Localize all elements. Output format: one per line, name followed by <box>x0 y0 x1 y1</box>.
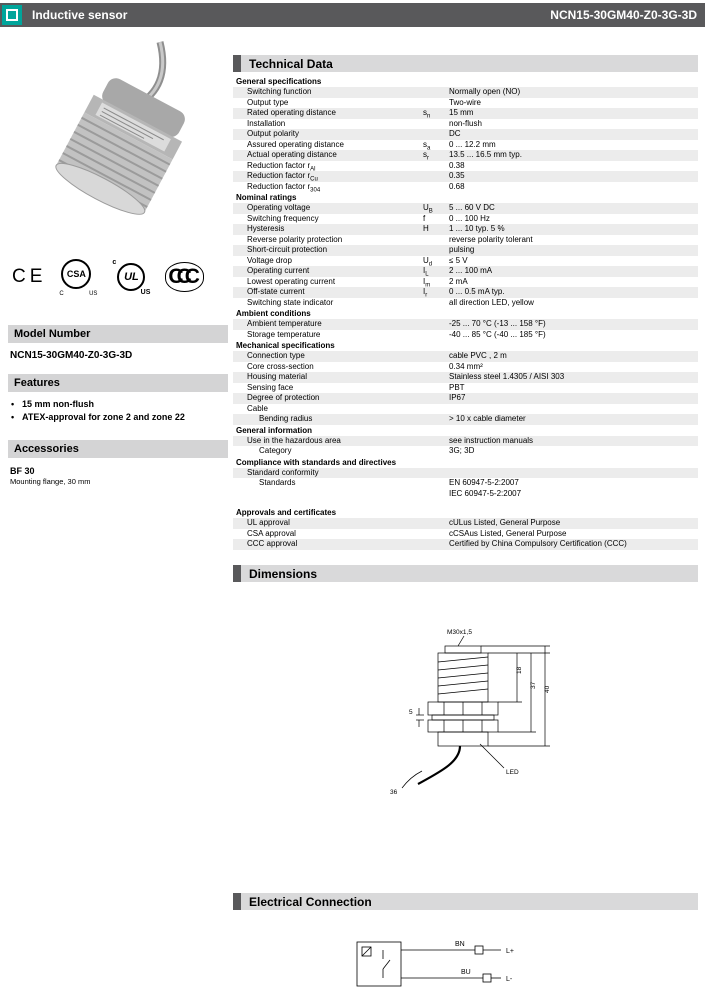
spec-row <box>233 518 698 529</box>
spec-label: Output type <box>247 97 289 107</box>
spec-value: Certified by China Compulsory Certification (CCC) <box>449 539 627 548</box>
spec-section-title: Nominal ratings <box>236 193 297 202</box>
spec-symbol <box>423 119 449 130</box>
spec-value: EN 60947-5-2:2007 IEC 60947-5-2:2007 <box>449 478 522 498</box>
dimensions-heading <box>233 565 698 582</box>
csa-us-text: US <box>89 291 98 297</box>
accessories-heading: Accessories <box>8 440 228 458</box>
sensor-photo-drawing <box>8 40 223 245</box>
spec-symbol <box>423 362 449 373</box>
spec-section <box>233 425 698 457</box>
spec-row <box>233 182 698 193</box>
spec-value: PBT <box>449 382 465 392</box>
spec-row <box>233 529 698 540</box>
spec-section <box>233 308 698 340</box>
spec-section-title: General information <box>236 425 313 435</box>
spec-label: Standards <box>259 478 296 487</box>
spec-symbol <box>423 478 449 499</box>
accessory-name: BF 30 <box>10 466 35 476</box>
spec-symbol <box>423 468 449 479</box>
spec-value: 5 ... 60 V DC <box>449 203 495 212</box>
spec-symbol <box>423 383 449 394</box>
spec-row <box>233 256 698 267</box>
spec-row <box>233 235 698 246</box>
technical-data-table <box>233 76 698 550</box>
spec-row <box>233 393 698 404</box>
spec-value: 13.5 ... 16.5 mm typ. <box>449 150 522 159</box>
spec-row <box>233 287 698 298</box>
terminal-lplus-label: L+ <box>506 948 514 955</box>
spec-value: 2 ... 100 mA <box>449 266 493 275</box>
dim-18-label: 18 <box>516 666 523 674</box>
spec-symbol: $U_B$ <box>423 203 433 215</box>
spec-row <box>233 298 698 309</box>
ul-circle <box>117 263 145 291</box>
ce-mark-icon: CE <box>12 266 47 287</box>
brand-logo-icon <box>2 5 22 25</box>
spec-label: Output polarity <box>247 129 300 138</box>
spec-label: UL approval <box>247 518 290 527</box>
spec-label: Connection type <box>247 351 305 360</box>
spec-symbol <box>423 87 449 98</box>
model-number-heading: Model Number <box>8 325 228 343</box>
spec-value <box>449 404 698 415</box>
electrical-connection-heading <box>233 893 698 910</box>
spec-value: 15 mm <box>449 108 474 117</box>
spec-symbol: $I_L$ <box>423 266 429 278</box>
spec-label: Actual operating distance <box>247 150 337 159</box>
spec-value: 1 ... 10 typ. 5 % <box>449 224 505 233</box>
spec-value: Two-wire <box>449 97 482 107</box>
spec-symbol <box>423 171 449 182</box>
spec-row <box>233 383 698 394</box>
spec-value: -25 ... 70 °C (-13 ... 158 °F) <box>449 319 546 328</box>
spec-symbol <box>423 446 449 457</box>
spec-symbol: H <box>423 224 429 233</box>
spec-value: pulsing <box>449 245 475 254</box>
spec-symbol <box>423 436 449 447</box>
spec-symbol <box>423 372 449 383</box>
spec-value: see instruction manuals <box>449 435 534 445</box>
spec-symbol: $U_d$ <box>423 255 433 268</box>
electrical-connection-heading-text: Electrical Connection <box>249 894 372 909</box>
spec-label: Operating current <box>247 266 310 275</box>
spec-section-title: Mechanical specifications <box>236 341 335 350</box>
spec-label: Housing material <box>247 372 308 381</box>
spec-section-title: General specifications <box>236 77 322 86</box>
spec-label: Off-state current <box>247 287 305 296</box>
dim-5-label: 5 <box>409 709 413 716</box>
spec-symbol <box>423 539 449 550</box>
spec-symbol <box>423 330 449 341</box>
spec-section-title: Ambient conditions <box>236 309 311 318</box>
spec-label: Lowest operating current <box>247 276 336 286</box>
spec-symbol <box>423 298 449 309</box>
spec-label: Hysteresis <box>247 224 285 233</box>
spec-symbol: $s_a$ <box>423 139 431 152</box>
csa-text: CSA <box>66 269 86 279</box>
spec-value: cCSAus Listed, General Purpose <box>449 528 567 538</box>
csa-c-text: C <box>59 291 64 297</box>
spec-value: 0.38 <box>449 160 465 170</box>
feature-item: • ATEX-approval for zone 2 and zone 22 <box>8 411 228 424</box>
spec-label: Operating voltage <box>247 203 311 212</box>
spec-value: DC <box>449 129 461 138</box>
product-image <box>8 40 223 245</box>
spec-value: 0.35 <box>449 171 465 180</box>
spec-symbol <box>423 245 449 256</box>
spec-symbol <box>423 319 449 330</box>
spec-value: cULus Listed, General Purpose <box>449 518 561 527</box>
product-category-title: Inductive sensor <box>32 8 128 22</box>
spec-value: all direction LED, yellow <box>449 297 534 307</box>
terminal-lminus-label: L- <box>506 976 513 983</box>
spec-label: Core cross-section <box>247 361 314 371</box>
spec-section <box>233 507 698 550</box>
csa-circle <box>61 259 91 289</box>
spec-value: ≤ 5 V <box>449 255 468 265</box>
spec-value: Normally open (NO) <box>449 87 521 96</box>
spec-symbol: $I_m$ <box>423 276 431 289</box>
spec-symbol <box>423 235 449 246</box>
spec-label: Reduction factor $r_{304}$ <box>247 181 321 194</box>
spec-label: Reduction factor $r_{Al}$ <box>247 160 316 173</box>
csa-mark-icon <box>61 259 97 295</box>
spec-label: Storage temperature <box>247 329 321 339</box>
spec-row <box>233 224 698 235</box>
ul-text: UL <box>124 271 139 283</box>
spec-label: Standard conformity <box>247 467 319 477</box>
spec-value: 0 ... 100 Hz <box>449 213 490 223</box>
spec-row <box>233 87 698 98</box>
spec-symbol <box>423 404 449 415</box>
spec-value: -40 ... 85 °C (-40 ... 185 °F) <box>449 329 546 339</box>
cul-us-mark-icon <box>112 259 150 295</box>
features-list <box>8 398 228 424</box>
spec-value: 0 ... 0.5 mA typ. <box>449 287 505 296</box>
spec-value: IP67 <box>449 393 466 402</box>
spec-symbol <box>423 129 449 140</box>
spec-row <box>233 468 698 479</box>
ccc-mark-icon: CCC <box>165 262 204 292</box>
spec-value: 2 mA <box>449 276 468 286</box>
spec-row <box>233 404 698 415</box>
header-part-number: NCN15-30GM40-Z0-3G-3D <box>550 8 697 22</box>
heading-accent-block <box>233 893 241 910</box>
spec-value: non-flush <box>449 118 482 128</box>
spec-label: Assured operating distance <box>247 139 344 149</box>
dimension-drawing <box>368 622 568 812</box>
spec-symbol <box>423 351 449 362</box>
spec-row <box>233 266 698 277</box>
ul-c-text: c <box>112 259 117 266</box>
spec-symbol <box>423 393 449 404</box>
spec-label: Ambient temperature <box>247 319 322 328</box>
brand-logo-inner <box>6 9 18 21</box>
model-number-value: NCN15-30GM40-Z0-3G-3D <box>10 350 133 361</box>
led-label: LED <box>506 769 519 776</box>
spec-symbol <box>423 161 449 172</box>
spec-row <box>233 446 698 457</box>
dimensions-heading-text: Dimensions <box>249 566 318 581</box>
spec-row <box>233 330 698 341</box>
spec-label: Voltage drop <box>247 255 292 265</box>
wire-bu-label: BU <box>461 969 471 976</box>
spec-symbol: $s_r$ <box>423 150 429 162</box>
spec-symbol: f <box>423 213 426 223</box>
spec-row <box>233 129 698 140</box>
spec-symbol <box>423 414 449 425</box>
technical-data-heading <box>233 55 698 72</box>
spec-section <box>233 457 698 500</box>
spec-row <box>233 108 698 119</box>
spec-label: CSA approval <box>247 528 296 538</box>
certification-marks <box>8 253 228 301</box>
spec-label: Switching frequency <box>247 213 319 223</box>
spec-row <box>233 245 698 256</box>
heading-accent-block <box>233 565 241 582</box>
spec-row <box>233 414 698 425</box>
spec-label: CCC approval <box>247 539 298 548</box>
spec-label: Category <box>259 446 292 455</box>
spec-value: 0.34 mm² <box>449 361 483 371</box>
dim-thread-label: M30x1,5 <box>447 629 472 636</box>
spec-row <box>233 351 698 362</box>
spec-row <box>233 119 698 130</box>
spec-row <box>233 214 698 225</box>
spec-label: Degree of protection <box>247 393 320 402</box>
spec-value: reverse polarity tolerant <box>449 234 533 244</box>
dim-37-label: 37 <box>530 681 537 689</box>
left-column <box>8 40 228 486</box>
spec-label: Reverse polarity protection <box>247 234 343 244</box>
spec-row <box>233 203 698 214</box>
spec-label: Reduction factor $r_{Cu}$ <box>247 171 318 183</box>
spec-symbol <box>423 98 449 109</box>
spec-value <box>449 468 698 479</box>
dim-40-label: 40 <box>544 685 551 693</box>
spec-row <box>233 140 698 151</box>
spec-row <box>233 372 698 383</box>
heading-accent-block <box>233 55 241 72</box>
spec-label: Short-circuit protection <box>247 245 328 254</box>
spec-section <box>233 192 698 308</box>
spec-row <box>233 319 698 330</box>
wire-bn-label: BN <box>455 941 465 948</box>
spec-value: 0 ... 12.2 mm <box>449 139 496 149</box>
spec-label: Cable <box>247 403 268 413</box>
accessory-description: Mounting flange, 30 mm <box>10 477 91 486</box>
spec-row <box>233 171 698 182</box>
spec-value: cable PVC , 2 m <box>449 351 507 360</box>
spec-label: Switching function <box>247 87 312 96</box>
spec-section <box>233 340 698 425</box>
spec-value: > 10 x cable diameter <box>449 414 526 423</box>
spec-label: Switching state indicator <box>247 297 334 307</box>
spec-row <box>233 277 698 288</box>
spec-section <box>233 76 698 192</box>
technical-data-heading-text: Technical Data <box>249 56 333 71</box>
spec-section-title: Approvals and certificates <box>236 508 337 517</box>
spec-label: Installation <box>247 118 286 128</box>
spec-row <box>233 362 698 373</box>
ul-us-text: US <box>140 289 151 296</box>
features-heading: Features <box>8 374 228 392</box>
spec-label: Use in the hazardous area <box>247 435 341 445</box>
dim-36-label: 36 <box>390 789 398 796</box>
spec-symbol <box>423 182 449 193</box>
wiring-diagram <box>343 928 543 1004</box>
spec-symbol: $I_r$ <box>423 287 428 299</box>
spec-row <box>233 150 698 161</box>
spec-row <box>233 539 698 550</box>
spec-row <box>233 161 698 172</box>
spec-symbol: $s_n$ <box>423 108 431 120</box>
feature-item: • 15 mm non-flush <box>8 398 228 411</box>
spec-value: Stainless steel 1.4305 / AISI 303 <box>449 372 565 381</box>
spec-row <box>233 478 698 499</box>
spec-symbol <box>423 518 449 529</box>
spec-label: Bending radius <box>259 414 313 423</box>
spec-row <box>233 436 698 447</box>
spec-value: 3G; 3D <box>449 446 475 455</box>
spec-label: Sensing face <box>247 382 294 392</box>
spec-section-title: Compliance with standards and directives <box>236 457 397 467</box>
spec-row <box>233 98 698 109</box>
spec-symbol <box>423 529 449 540</box>
spec-label: Rated operating distance <box>247 108 336 117</box>
spec-value: 0.68 <box>449 181 465 191</box>
page-header <box>0 3 705 27</box>
